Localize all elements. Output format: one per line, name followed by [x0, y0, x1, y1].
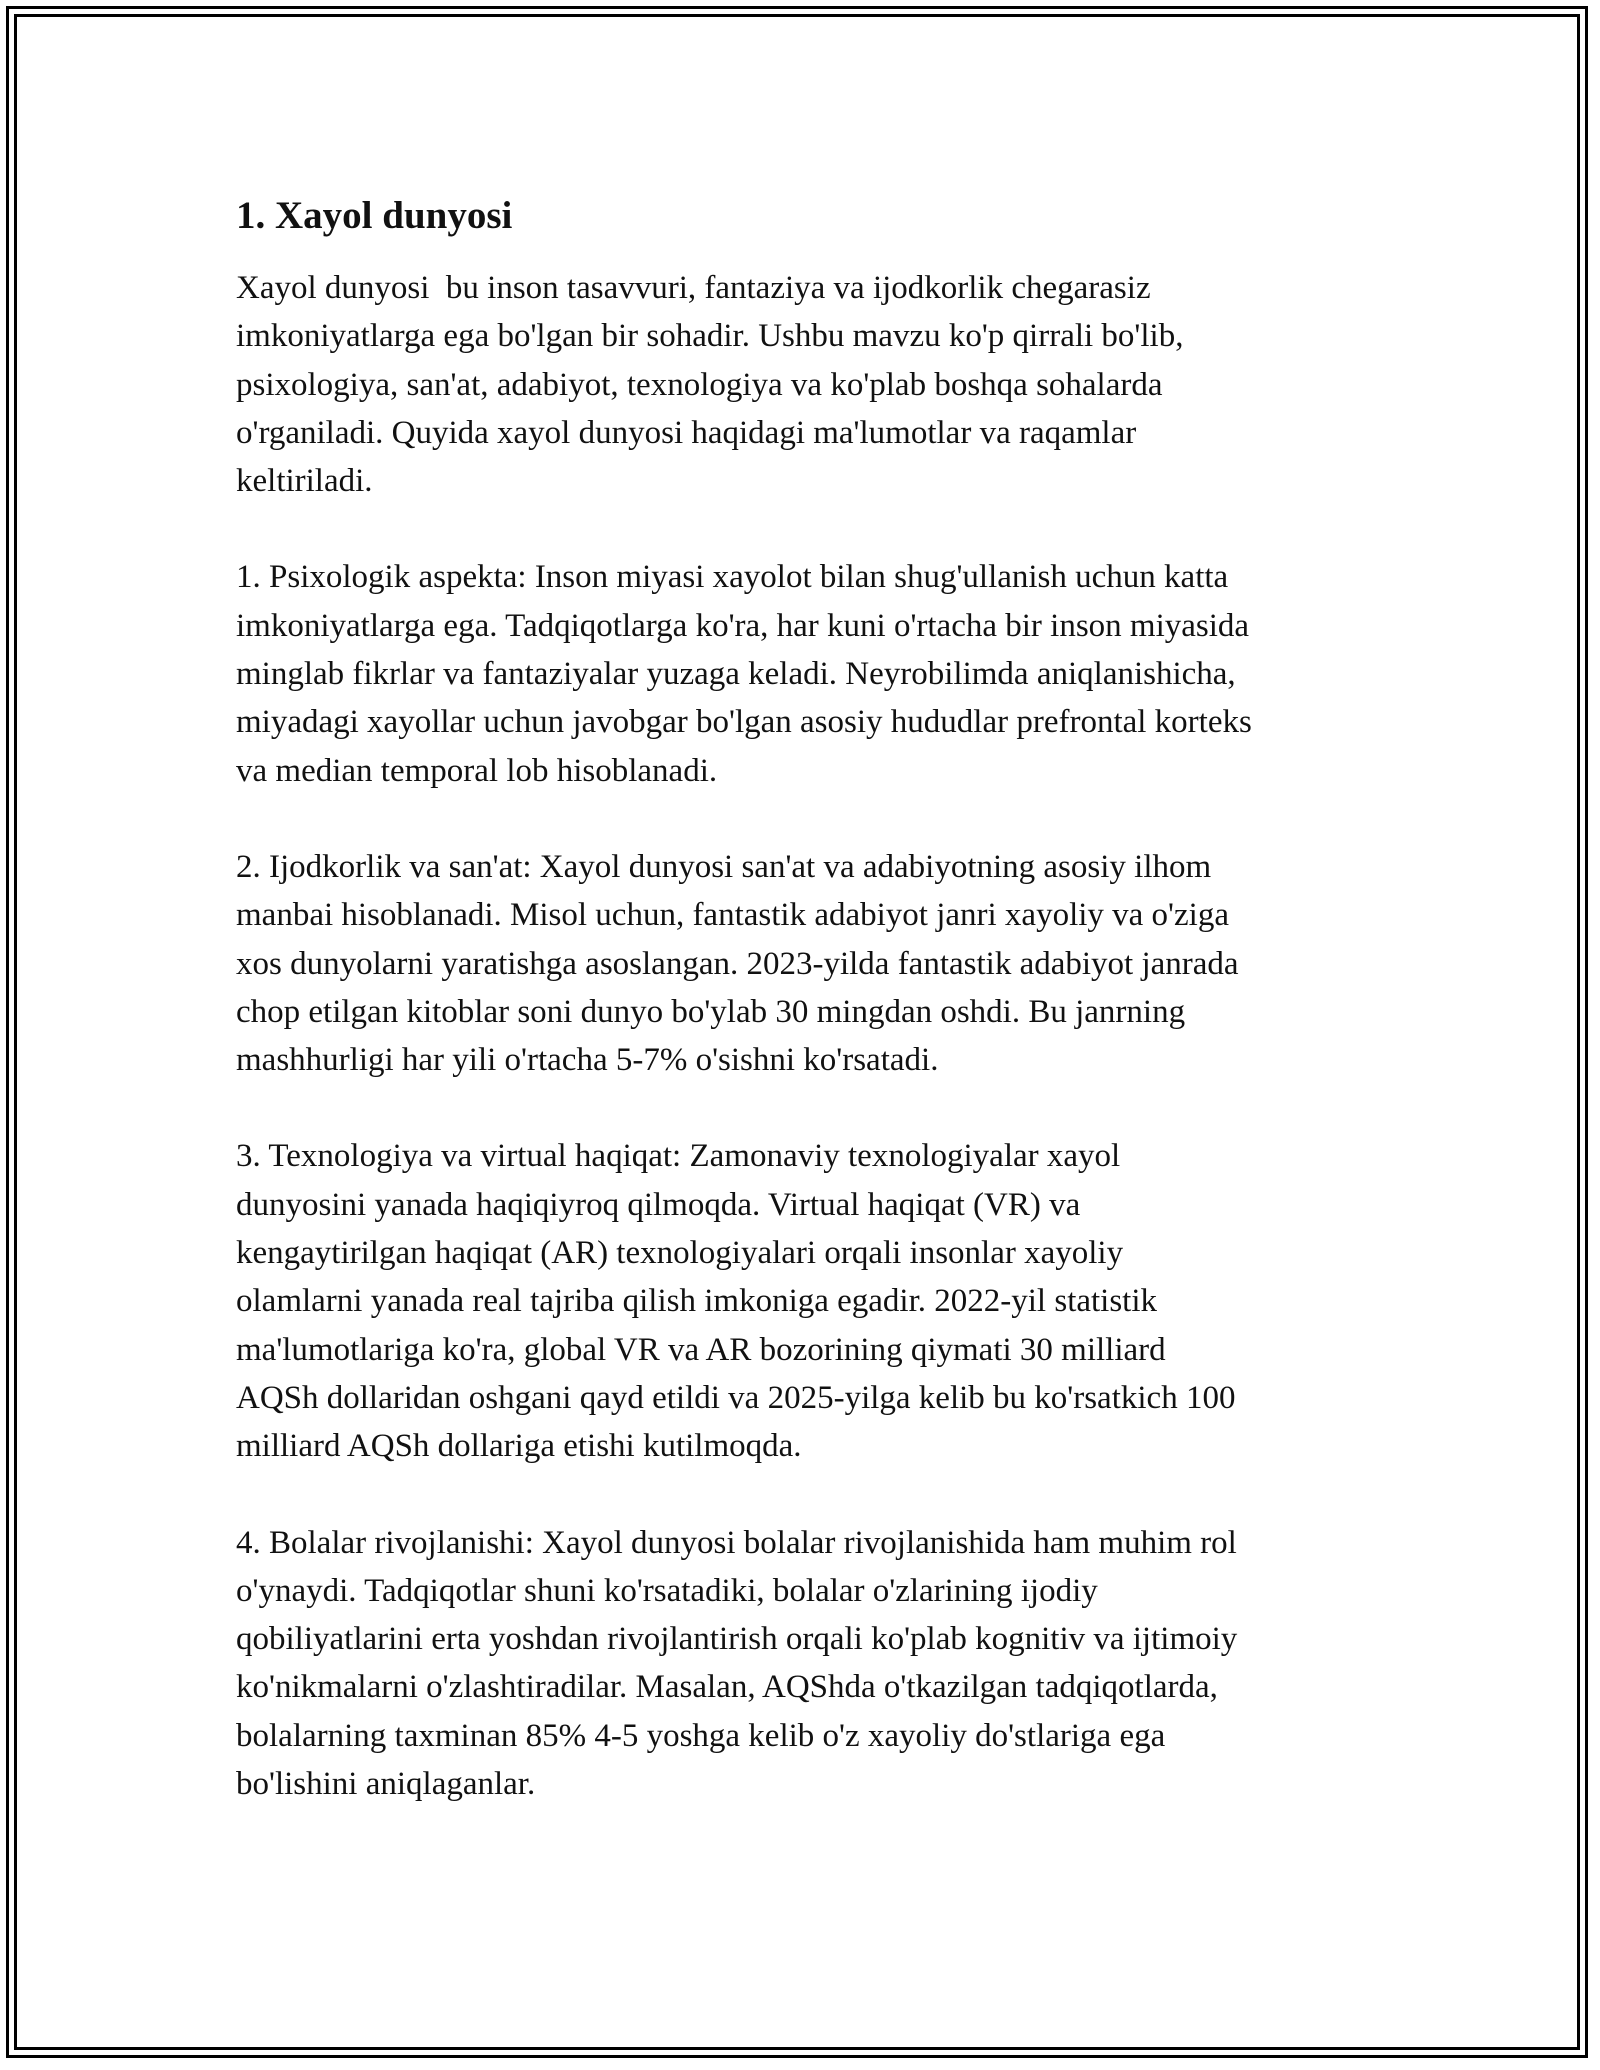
section-creativity-paragraph: 2. Ijodkorlik va san'at: Xayol dunyosi san'at va adabiyotning asosiy ilhom manbai hisoblanadi. Misol uchun, fantastik adabiyot janri xayoliy va o'ziga xos dunyolarni yaratishga asoslangan. 2023-yilda fantastik adabiyot janrada chop etilgan kitoblar soni dunyo bo'ylab 30 mingdan oshdi. Bu janrning mashhurligi har yili o'rtacha 5-7% o'sishni ko'rsatadi. [236, 848, 1239, 1079]
section-psychology-paragraph: 1. Psixologik aspekta: Inson miyasi xayolot bilan shug'ullanish uchun katta imkoniyatlarga ega. Tadqiqotlarga ko'ra, har kuni o'rtacha bir inson miyasida minglab fikrlar va fantaziyalar yuzaga keladi. Neyrobilimda aniqlanishicha, miyadagi xayollar uchun javobgar bo'lgan asosiy hududlar prefrontal korteks va median temporal lob hisoblanadi. [236, 559, 1252, 789]
intro-paragraph: Xayol dunyosi bu inson tasavvuri, fantaziya va ijodkorlik chegarasiz imkoniyatlarga ega bo'lgan bir sohadir. Ushbu mavzu ko'p qirrali bo'lib, psixologiya, san'at, adabiyot, texnologiya va ko'plab boshqa sohalarda o'rganiladi. Quyida xayol dunyosi haqidagi ma'lumotlar va raqamlar keltiriladi. [236, 270, 1184, 500]
section-children-paragraph: 4. Bolalar rivojlanishi: Xayol dunyosi bolalar rivojlanishida ham muhim rol o'ynaydi. Tadqiqotlar shuni ko'rsatadiki, bolalar o'zlarining ijodiy qobiliyatlarini erta yoshdan rivojlantirish orqali ko'plab kognitiv va ijtimoiy ko'nikmalarni o'zlashtiradilar. Masalan, AQShda o'tkazilgan tadqiqotlarda, bolalarning taxminan 85% 4-5 yoshga kelib o'z xayoliy do'stlariga ega bo'lishini aniqlaganlar. [236, 1524, 1238, 1803]
document-body [236, 190, 1376, 1856]
section-technology-paragraph: 3. Texnologiya va virtual haqiqat: Zamonaviy texnologiyalar xayol dunyosini yanada haqiqiyroq qilmoqda. Virtual haqiqat (VR) va kengaytirilgan haqiqat (AR) texnologiyalari orqali insonlar xayoliy olamlarni yanada real tajriba qilish imkoniga egadir. 2022-yil statistik ma'lumotlariga ko'ra, global VR va AR bozorining qiymati 30 milliard AQSh dollaridan oshgani qayd etildi va 2025-yilga kelib bu ko'rsatkich 100 milliard AQSh dollariga etishi kutilmoqda. [236, 1138, 1236, 1465]
document-title: 1. Xayol dunyosi [236, 194, 513, 237]
